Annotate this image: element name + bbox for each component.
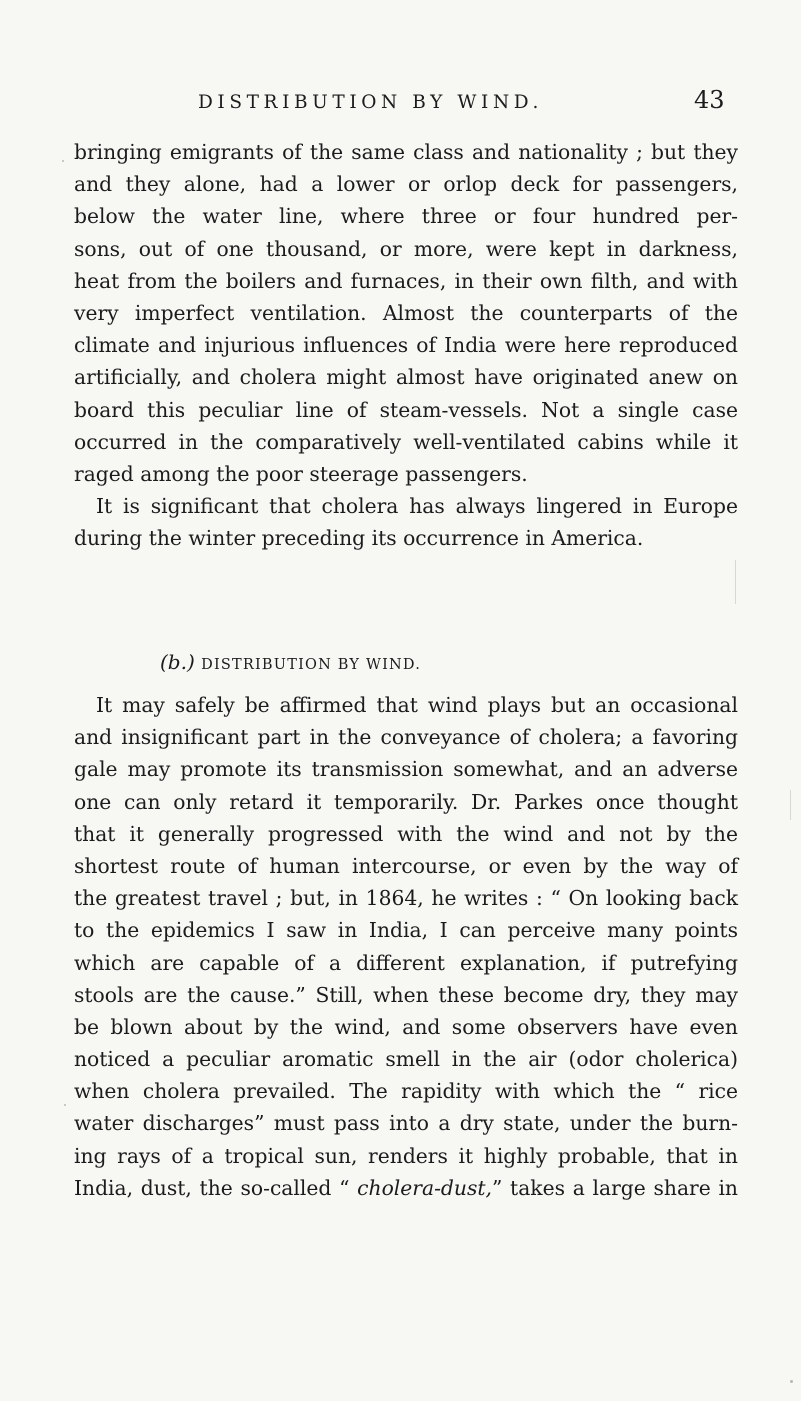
text-line — [74, 1172, 738, 1204]
section-label: (b.) — [160, 650, 195, 674]
text-line: that it generally progressed with the wind and not by the — [74, 821, 738, 846]
paragraph — [74, 136, 738, 490]
paragraph — [74, 490, 738, 554]
italic-term: cholera-dust, — [357, 1175, 492, 1200]
text-line: board this peculiar line of steam-vessels. Not a single case — [74, 397, 738, 422]
text-line: be blown about by the wind, and some observers have even — [74, 1014, 738, 1039]
text-line: to the epidemics I saw in India, I can perceive many points — [74, 918, 738, 943]
text-run: ” takes a large share in — [491, 1175, 738, 1200]
running-head: DISTRIBUTION BY WIND. — [198, 92, 543, 113]
text-line: very imperfect ventilation. Almost the counterparts of the — [74, 300, 738, 325]
text-line: bringing emigrants of the same class and nationality ; but they — [74, 140, 738, 164]
paper-speck — [64, 1104, 66, 1106]
section-title: DISTRIBUTION BY WIND. — [201, 657, 422, 673]
text-line: heat from the boilers and furnaces, in their own filth, and with — [74, 268, 738, 293]
text-line: raged among the poor steerage passengers. — [74, 461, 528, 486]
text-line: It may safely be affirmed that wind plays but an occasional — [96, 693, 738, 717]
text-line: water discharges” must pass into a dry state, under the burn- — [74, 1111, 738, 1136]
text-line: one can only retard it temporarily. Dr. Parkes once thought — [74, 789, 738, 814]
text-line: and they alone, had a lower or orlop deck for passengers, — [74, 172, 738, 197]
text-line: the greatest travel ; but, in 1864, he writes : “ On looking back — [74, 886, 738, 911]
body-text-upper — [74, 136, 738, 554]
paper-speck — [62, 160, 64, 162]
text-line: when cholera prevailed. The rapidity with which the “ rice — [74, 1079, 738, 1104]
text-line: climate and injurious influences of India were here reproduced — [74, 333, 738, 358]
text-line: stools are the cause.” Still, when these become dry, they may — [74, 982, 738, 1007]
section-heading — [160, 650, 421, 674]
paper-speck — [790, 1380, 793, 1383]
text-line: and insignificant part in the conveyance of cholera; a favoring — [74, 725, 738, 750]
text-line: during the winter preceding its occurrence in America. — [74, 526, 644, 551]
paragraph — [74, 689, 738, 1204]
text-line: occurred in the comparatively well-ventilated cabins while it — [74, 429, 738, 454]
text-line: noticed a peculiar aromatic smell in the air (odor cholerica) — [74, 1047, 738, 1072]
text-line: shortest route of human intercourse, or even by the way of — [74, 853, 738, 878]
text-line: below the water line, where three or four hundred per- — [74, 204, 738, 229]
text-line: sons, out of one thousand, or more, were kept in darkness, — [74, 236, 738, 261]
text-line: ing rays of a tropical sun, renders it highly probable, that in — [74, 1143, 738, 1168]
text-run: India, dust, the so-called “ — [74, 1175, 358, 1200]
text-line: It is significant that cholera has always lingered in Europe — [96, 494, 738, 519]
paper-crease — [735, 560, 736, 604]
paper-crease — [790, 790, 791, 820]
page-number: 43 — [694, 86, 725, 114]
text-line: artificially, and cholera might almost have originated anew on — [74, 365, 738, 390]
text-line: which are capable of a different explanation, if putrefying — [74, 950, 738, 975]
body-text-lower — [74, 689, 738, 1204]
text-line: gale may promote its transmission somewhat, and an adverse — [74, 757, 738, 782]
